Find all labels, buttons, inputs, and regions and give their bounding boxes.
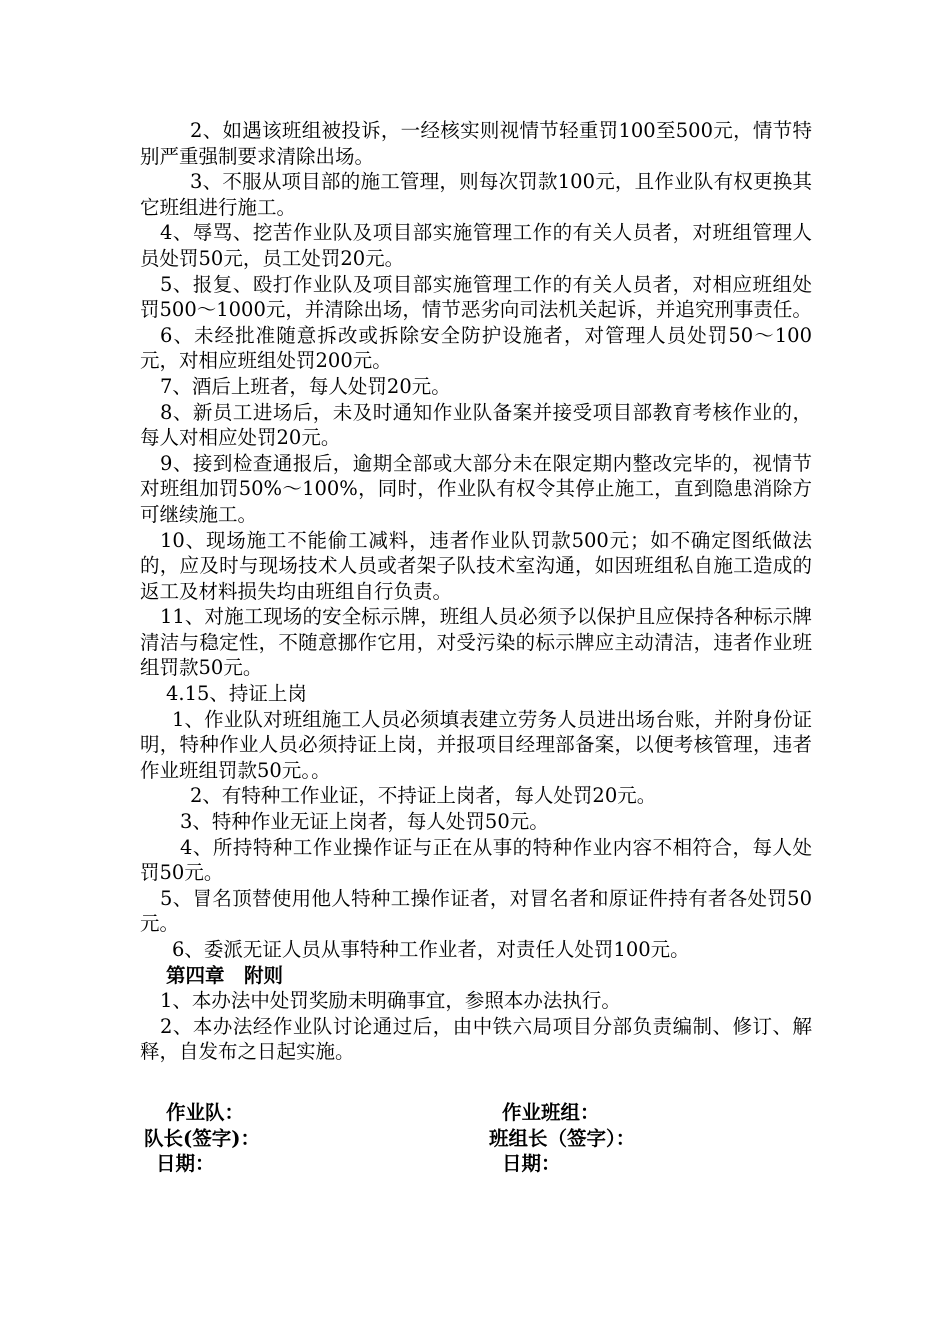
clause-paragraph: 3、不服从项目部的施工管理，则每次罚款100元，且作业队有权更换其它班组进行施工。 <box>140 170 812 219</box>
signature-row-team <box>140 1100 812 1126</box>
clause-paragraph: 4、所持特种工作业操作证与正在从事的特种作业内容不相符合，每人处罚50元。 <box>140 835 812 885</box>
crew-label: 作业班组： <box>502 1101 600 1124</box>
clause-paragraph: 2、本办法经作业队讨论通过后，由中铁六局项目分部负责编制、修订、解释，自发布之日起实施。 <box>140 1014 812 1064</box>
clause-paragraph: 6、委派无证人员从事特种工作业者，对责任人处罚100元。 <box>172 938 690 961</box>
section-subheading: 4.15、持证上岗 <box>166 682 307 706</box>
document-body <box>140 118 812 1065</box>
clause-paragraph: 2、如遇该班组被投诉，一经核实则视情节轻重罚100至500元，情节特别严重强制要求清除出场。 <box>140 119 812 168</box>
signature-row-date <box>140 1151 812 1177</box>
clause-paragraph: 2、有特种工作业证，不持证上岗者，每人处罚20元。 <box>190 784 657 808</box>
clause-paragraph: 6、未经批准随意拆改或拆除安全防护设施者，对管理人员处罚50～100元，对相应班组处罚200元。 <box>140 323 812 373</box>
clause-paragraph: 3、特种作业无证上岗者，每人处罚50元。 <box>180 810 549 834</box>
clause-paragraph: 10、现场施工不能偷工减料，违者作业队罚款500元；如不确定图纸做法的，应及时与现场技术人员或者架子队技术室沟通，如因班组私自施工造成的返工及材料损失均由班组自行负责。 <box>140 528 812 603</box>
clause-paragraph: 1、作业队对班组施工人员必须填表建立劳务人员进出场台账，并附身份证明，特种作业人员必须持证上岗，并报项目经理部备案，以便考核管理，违者作业班组罚款50元。。 <box>140 707 812 782</box>
signature-block <box>140 1100 812 1177</box>
team-label: 作业队： <box>166 1101 245 1124</box>
clause-paragraph: 7、酒后上班者，每人处罚20元。 <box>160 374 451 398</box>
team-leader-signature-label: 队长(签字)： <box>144 1126 260 1150</box>
clause-paragraph: 8、新员工进场后，未及时通知作业队备案并接受项目部教育考核作业的，每人对相应处罚20元。 <box>140 400 812 450</box>
signature-row-leader <box>140 1126 812 1152</box>
clause-paragraph: 9、接到检查通报后，逾期全部或大部分未在限定期内整改完毕的，视情节对班组加罚50%～100%，同时，作业队有权令其停止施工，直到隐患消除方可继续施工。 <box>140 451 812 526</box>
chapter-heading: 第四章 附则 <box>166 963 284 987</box>
clause-paragraph: 1、本办法中处罚奖励未明确事宜，参照本办法执行。 <box>160 989 621 1013</box>
team-date-label: 日期： <box>156 1152 215 1176</box>
clause-paragraph: 5、报复、殴打作业队及项目部实施管理工作的有关人员者，对相应班组处罚500～1000元，并清除出场，情节恶劣向司法机关起诉，并追究刑事责任。 <box>140 272 812 322</box>
clause-paragraph: 5、冒名顶替使用他人特种工操作证者，对冒名者和原证件持有者各处罚50元。 <box>140 886 812 936</box>
clause-paragraph: 11、对施工现场的安全标示牌，班组人员必须予以保护且应保持各种标示牌清洁与稳定性，不随意挪作它用，对受污染的标示牌应主动清洁，违者作业班组罚款50元。 <box>140 605 812 680</box>
crew-leader-signature-label: 班组长（签字）： <box>489 1126 636 1150</box>
crew-date-label: 日期： <box>502 1152 561 1176</box>
clause-paragraph: 4、辱骂、挖苦作业队及项目部实施管理工作的有关人员者，对班组管理人员处罚50元，员工处罚20元。 <box>140 221 812 270</box>
